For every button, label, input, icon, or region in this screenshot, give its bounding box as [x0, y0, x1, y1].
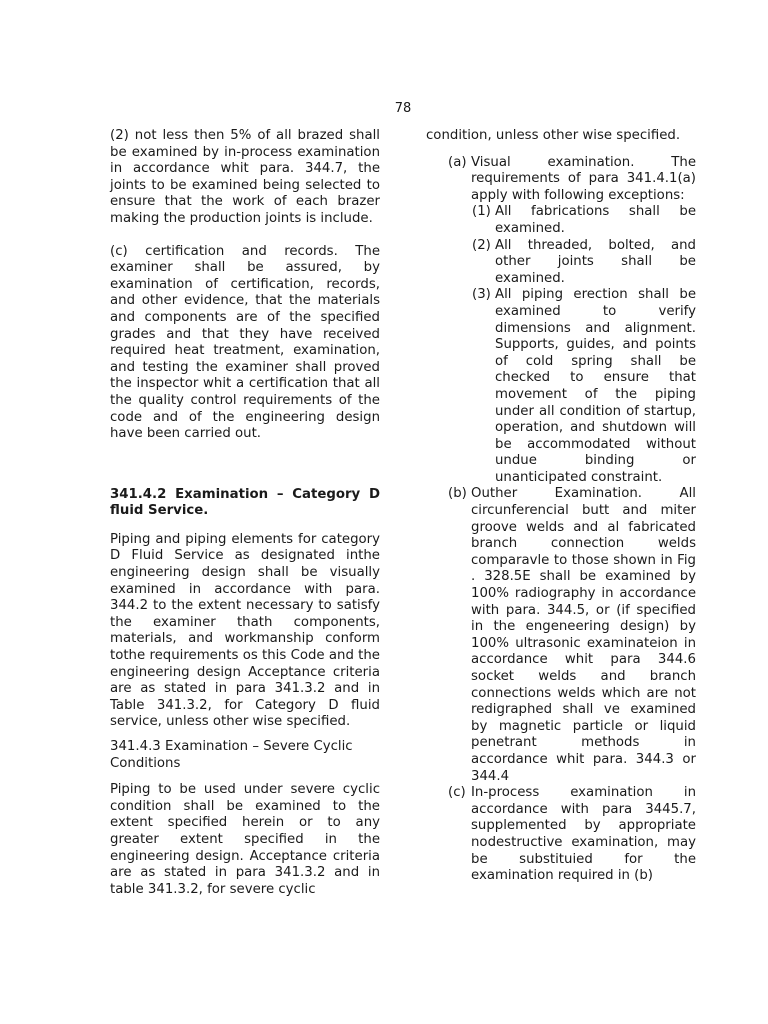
paragraph-severe-cyclic: Piping to be used under severe cyclic condition shall be examined to the extent specified herein or to any greater extent specified in the engineering design. Acceptance criteria are as stated in para 341.3.2 and in table 341.3.2, for severe cyclic — [110, 782, 380, 897]
list-subitem-2 — [472, 238, 696, 288]
list-marker: (1) — [472, 204, 491, 220]
list-item-a — [448, 155, 696, 205]
list-item-text: Outher Examination. All circunferencial butt and miter groove welds and al fabricated branch connection welds comparavle to those shown in Fig . 328.5E shall be examined by 100% radiography in accordance with para. 344.5, or (if specified in the engeneering design) by 100% ultrasonic examinateion in accordance whit para 344.6 socket welds and branch connections welds which are not redigraphed shall ve examined by magnetic particle or liquid penetrant methods in accordance whit para. 344.3 or 344.4 — [471, 486, 696, 784]
list-subitem-3 — [472, 287, 696, 486]
list-item-text: In-process examination in accordance with para 3445.7, supplemented by appropriate nodestructive examination, may be substituied for the examination required in (b) — [471, 785, 696, 884]
list-item-b — [448, 486, 696, 785]
section-heading-341-4-3: 341.4.3 Examination – Severe Cyclic Conditions — [110, 739, 353, 771]
examination-list — [426, 155, 696, 885]
list-marker: (3) — [472, 287, 491, 303]
list-item-text: All fabrications shall be examined. — [495, 204, 696, 236]
paragraph-certification-records: (c) certification and records. The examiner shall be assured, by examination of certification, records, and other evidence, that the materials and components are of the specified grades and that they have received required heat treatment, examination, and testing the examiner shall proved the inspector whit a certification that all the quality control requirements of the code and of the engineering design have been carried out. — [110, 243, 380, 442]
list-item-text: Visual examination. The requirements of para 341.4.1(a) apply with following exceptions: — [471, 154, 696, 203]
section-heading-341-4-2: 341.4.2 Examination – Category D fluid Service. — [110, 486, 380, 519]
list-subitem-1 — [472, 204, 696, 237]
list-marker: (b) — [448, 486, 467, 502]
paragraph-category-d: Piping and piping elements for category D Fluid Service as designated inthe engineering design shall be visually examined in accordance with para. 344.2 to the extent necessary to satisfy the examiner thath components, materials, and workmanship conform tothe requirements os this Code and the engineering design Acceptance criteria are as stated in para 341.3.2 and in Table 341.3.2, for Category D fluid service, unless other wise specified. — [110, 531, 380, 730]
list-marker: (a) — [448, 154, 467, 170]
list-marker: (2) — [472, 237, 491, 253]
right-column — [426, 128, 696, 885]
list-item-c — [448, 785, 696, 885]
left-column — [110, 128, 380, 906]
list-item-text: All piping erection shall be examined to verify dimensions and alignment. Supports, guides, and points of cold spring shall be checked to ensure that movement of the piping under all condition of startup, operation, and shutdown will be accommodated without undue binding or unanticipated constraint. — [495, 287, 696, 485]
list-marker: (c) — [448, 785, 466, 801]
paragraph-continuation: condition, unless other wise specified. — [426, 128, 681, 143]
paragraph-brazed-examination: (2) not less then 5% of all brazed shall be examined by in-process examination in accordance whit para. 344.7, the joints to be examined being selected to ensure that the work of each brazer making the production joints is include. — [110, 128, 380, 226]
list-item-text: All threaded, bolted, and other joints shall be examined. — [495, 237, 696, 286]
page-number: 78 — [394, 101, 412, 116]
